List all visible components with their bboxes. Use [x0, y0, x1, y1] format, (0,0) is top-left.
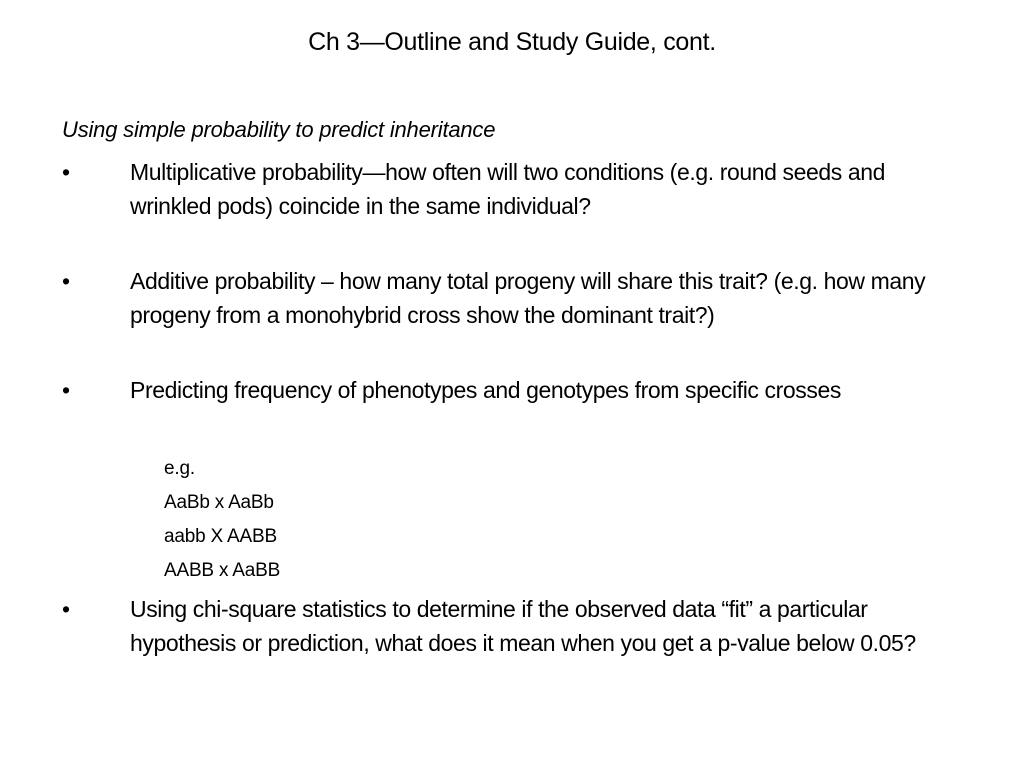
bullet-text: Additive probability – how many total progeny will share this trait? (e.g. how many progeny from a monohybrid cross show the dominant trait?)	[130, 268, 926, 328]
example-label: e.g.	[164, 458, 195, 479]
bullet-text: Using chi-square statistics to determine if the observed data “fit” a particular hypothesis or prediction, what does it mean when you get a p-value below 0.05?	[130, 596, 916, 656]
bullet-icon: •	[62, 268, 70, 294]
bullet-item-additive	[62, 264, 942, 332]
example-cross-2: aabb X AABB	[164, 526, 277, 547]
example-cross-3: AABB x AaBB	[164, 560, 281, 581]
bullet-text: Multiplicative probability—how often will two conditions (e.g. round seeds and wrinkled pods) coincide in the same individual?	[130, 159, 886, 219]
bullet-icon: •	[62, 377, 70, 403]
section-subtitle: Using simple probability to predict inheritance	[62, 117, 496, 142]
bullet-icon: •	[62, 596, 70, 622]
bullet-text: Predicting frequency of phenotypes and genotypes from specific crosses	[130, 377, 841, 403]
bullet-icon: •	[62, 159, 70, 185]
bullet-item-multiplicative	[62, 155, 942, 223]
bullet-item-chi-square	[62, 592, 942, 660]
example-cross-1: AaBb x AaBb	[164, 492, 274, 513]
slide-title: Ch 3—Outline and Study Guide, cont.	[308, 28, 716, 56]
bullet-item-predicting	[62, 373, 942, 407]
